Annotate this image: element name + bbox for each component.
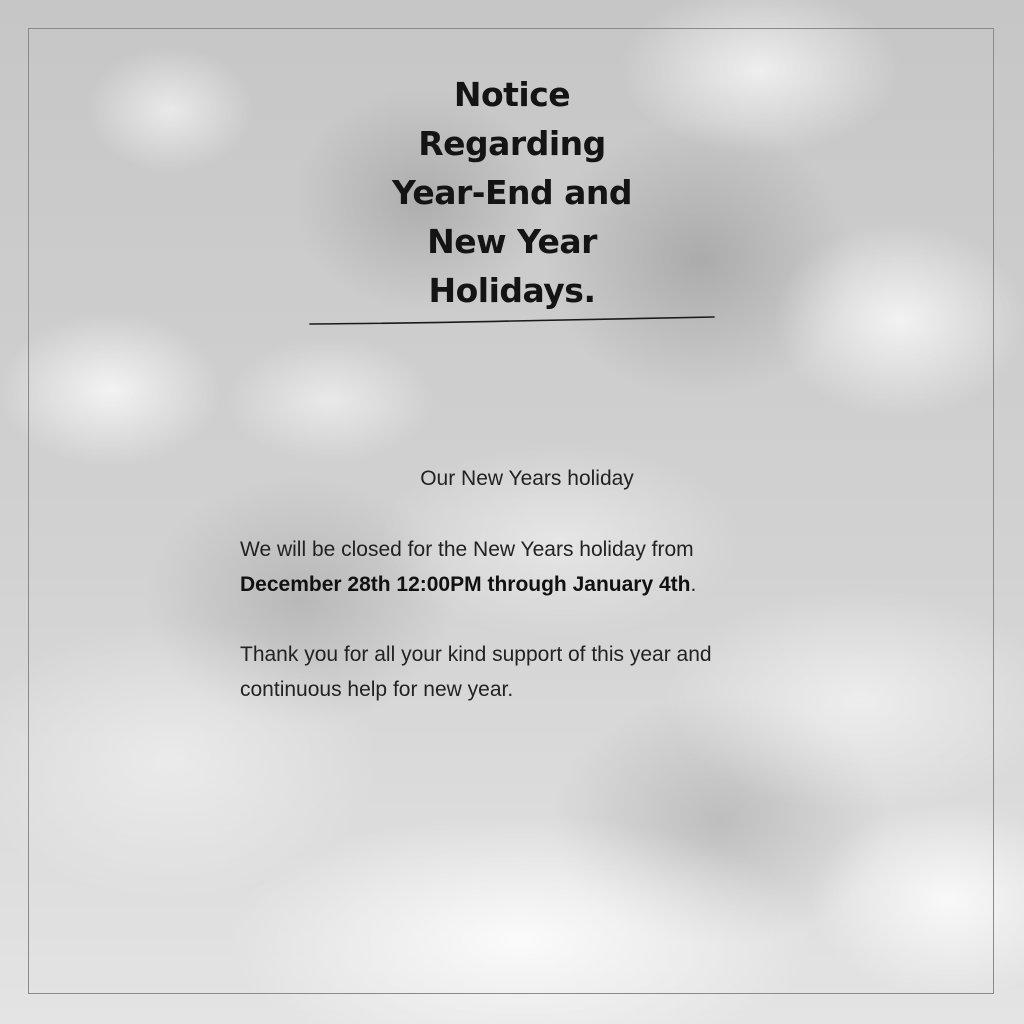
title-line: Year-End and <box>391 173 633 212</box>
holiday-subheading: Our New Years holiday <box>420 467 634 490</box>
title-line: Holidays. <box>428 271 596 310</box>
thanks-line-1: Thank you for all your kind support of this year and <box>240 643 712 666</box>
closure-text: We will be closed for the New Years holiday from <box>240 538 694 561</box>
thanks-paragraph <box>240 637 840 707</box>
title-line: Notice <box>453 75 571 114</box>
notice-title <box>262 70 762 315</box>
title-divider <box>308 312 718 326</box>
title-line: New Year <box>427 222 597 261</box>
title-line: Regarding <box>418 124 606 163</box>
closure-dates: December 28th 12:00PM through January 4th <box>240 573 691 596</box>
closure-end: . <box>690 573 697 596</box>
thanks-line-2: continuous help for new year. <box>240 678 514 701</box>
closure-paragraph <box>240 532 840 602</box>
